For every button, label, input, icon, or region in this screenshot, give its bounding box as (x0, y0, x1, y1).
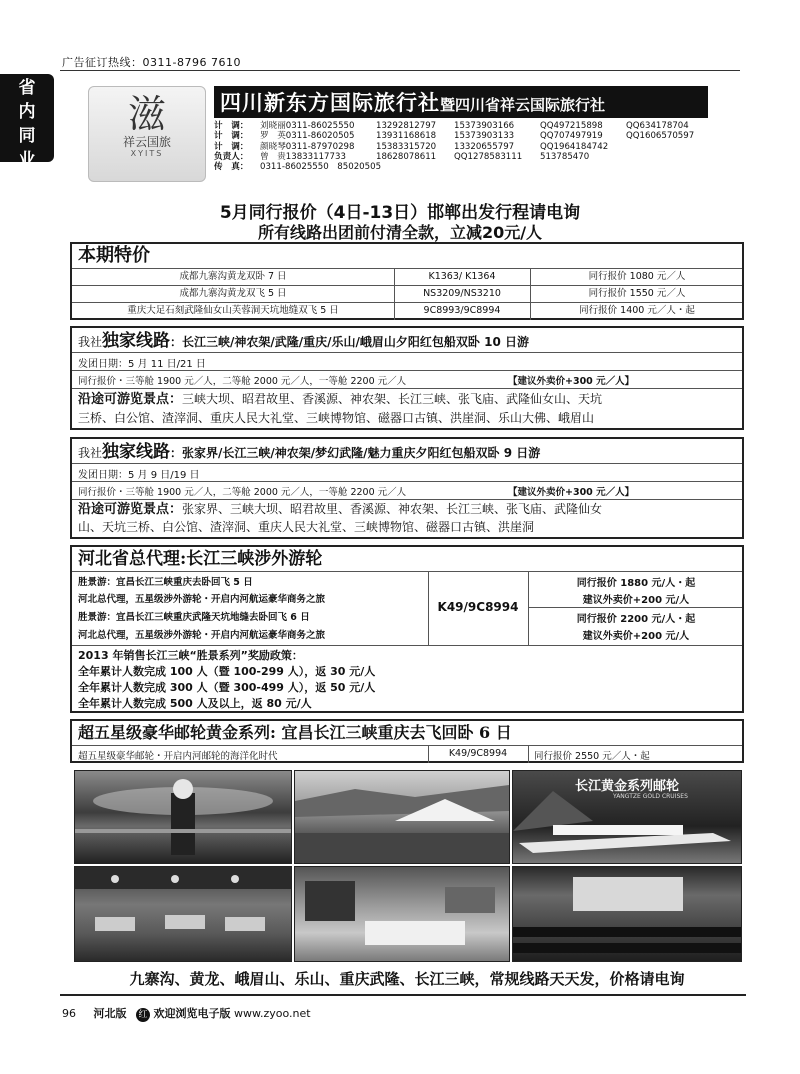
sights-label: 沿途可游览景点： (78, 502, 183, 517)
contact-phone: 颜晓琴0311-87970298 (260, 141, 355, 152)
header-rule (60, 70, 740, 71)
section-tab-char: 同 (18, 126, 36, 146)
contact-qq: QQ1964184742 (540, 141, 609, 152)
ad-en: YANGTZE GOLD CRUISES (613, 793, 688, 800)
luxury-price: 同行报价 2550 元／人・起 (534, 751, 650, 762)
policy-line: 全年累计人数完成 100 人（暨 100-299 人），返 30 元/人 (78, 665, 376, 678)
special-train: NS3209/NS3210 (423, 288, 501, 299)
exclusive-route-1 (70, 326, 744, 430)
agent-price: 同行报价 2200 元/人・起 (576, 614, 696, 625)
sights-label: 沿途可游览景点： (78, 392, 183, 407)
footer-rule (60, 994, 746, 996)
contact-mobile: 13292812797 (376, 121, 437, 131)
contact-label: 计 调： (214, 141, 249, 152)
peer-prices: 同行报价・三等舱 1900 元／人，二等舱 2000 元／人，一等舱 2200 元／人 (78, 376, 407, 387)
agent-flight: K49/9C8994 (437, 600, 519, 614)
contact-mobile: 15373903166 (454, 121, 515, 131)
photo-cruise-ship-ad (512, 770, 742, 864)
exclusive-route: ：长江三峡/神农架/武隆/重庆/乐山/峨眉山夕阳红包船双卧 10 日游 (170, 335, 529, 349)
contact-fax: 0311-86025550 85020505 (260, 162, 382, 173)
agent-suggest: 建议外卖价+200 元/人 (582, 595, 690, 606)
contact-qq: QQ497215898 (540, 121, 603, 131)
special-price: 同行报价 1550 元／人 (588, 288, 686, 299)
edition: 河北版 (93, 1007, 127, 1020)
special-train: K1363/ K1364 (428, 271, 496, 282)
ad-title: 长江黄金系列邮轮 (575, 779, 680, 794)
suggest-price: 【建议外卖价+300 元／人】 (508, 376, 635, 387)
site-link[interactable]: www.zyoo.net (234, 1007, 311, 1020)
contact-phone: 罗 英0311-86020505 (260, 131, 355, 142)
section-tab-char: 内 (18, 102, 36, 122)
exclusive-route: ：张家界/长江三峡/神农架/梦幻武隆/魅力重庆夕阳红包船双卧 9 日游 (170, 446, 541, 460)
contact-qq: QQ1606570597 (626, 131, 695, 142)
welcome-text: 欢迎浏览电子版 (153, 1007, 231, 1020)
contact-qq: 513785470 (540, 151, 590, 162)
photo-atrium (74, 770, 292, 864)
agent-line: 胜景游：宜昌长江三峡重庆武隆天坑地缝去卧回飞 6 日 (78, 612, 310, 623)
specials-section (70, 242, 744, 320)
peer-prices: 同行报价・三等舱 1900 元／人，二等舱 2000 元／人，一等舱 2200 元／人 (78, 487, 407, 498)
photo-theater (512, 866, 742, 962)
sights-text: 张家界、三峡大坝、昭君故里、香溪源、神农架、长江三峡、张飞庙、武隆仙女 (182, 502, 603, 516)
departure-dates: 发团日期：5 月 9 日/19 日 (78, 470, 200, 481)
agency-name: 四川新东方国际旅行社 (220, 91, 440, 115)
contact-label: 计 调： (214, 121, 249, 131)
exclusive-heading (78, 330, 529, 353)
photo-suite (294, 866, 510, 962)
contact-mobile: 13320655797 (454, 141, 515, 152)
contact-label: 传 真： (214, 162, 249, 173)
ad-hotline: 广告征订热线：0311-8796 7610 (62, 56, 241, 69)
contact-row (214, 152, 694, 162)
badge-icon: 红 (136, 1008, 150, 1022)
offer-subtitle: 所有线路出团前付清全款，立减20元/人 (257, 223, 543, 242)
sights-text: 三峡大坝、昭君故里、香溪源、神农架、长江三峡、张飞庙、武隆仙女山、天坑 (182, 392, 603, 406)
policy-title: 2013 年销售长江三峡“胜景系列”奖励政策： (78, 649, 303, 662)
page-footer (62, 1005, 311, 1022)
exclusive-route-2 (70, 437, 744, 539)
contact-label: 负责人： (214, 151, 249, 162)
special-route: 成都九寨沟黄龙双飞 5 日 (179, 288, 287, 299)
logo-name: 祥云国旅 (122, 135, 171, 149)
photo-restaurant (74, 866, 292, 962)
contact-mobile: 15383315720 (376, 141, 437, 152)
contact-qq: QQ1278583111 (454, 151, 523, 162)
agency-contacts (214, 121, 694, 172)
agency-subname: 暨四川省祥云国际旅行社 (440, 96, 606, 114)
contact-mobile: 13931168618 (376, 131, 437, 142)
agent-heading: 河北省总代理:长江三峡涉外游轮 (78, 549, 323, 569)
special-price: 同行报价 1080 元／人 (588, 271, 686, 282)
exclusive-prefix: 我社 (78, 335, 103, 349)
agent-line: 胜景游：宜昌长江三峡重庆去卧回飞 5 日 (78, 577, 253, 588)
special-route: 重庆大足石刻武隆仙女山芙蓉洞天坑地缝双飞 5 日 (127, 305, 339, 316)
logo-en: XYITS (130, 149, 164, 158)
luxury-flight: K49/9C8994 (448, 748, 508, 759)
contact-qq: QQ707497919 (540, 131, 603, 142)
agent-line: 河北总代理，五星级涉外游轮・开启内河航运豪华商务之旅 (78, 594, 326, 605)
section-tab (0, 74, 54, 170)
special-price: 同行报价 1400 元／人・起 (579, 305, 695, 316)
contact-qq: QQ634178704 (626, 121, 689, 131)
contact-mobile: 15373903133 (454, 131, 515, 142)
contact-phone: 曾 贵13833117733 (260, 151, 346, 162)
section-tab-char: 省 (18, 78, 36, 98)
contact-row (214, 162, 694, 172)
policy-line: 全年累计人数完成 500 人及以上，返 80 元/人 (78, 697, 312, 710)
page-number: 96 (62, 1007, 76, 1020)
luxury-cruise-section (70, 719, 744, 763)
contact-phone: 刘晓丽0311-86025550 (260, 121, 355, 131)
section-tab-char: 业 (18, 150, 36, 170)
departure-dates: 发团日期：5 月 11 日/21 日 (78, 359, 206, 370)
hebei-agent-section (70, 545, 744, 713)
agent-price: 同行报价 1880 元/人・起 (576, 578, 696, 589)
contact-label: 计 调： (214, 131, 249, 142)
agent-suggest: 建议外卖价+200 元/人 (582, 631, 690, 642)
agency-logo (88, 86, 206, 182)
offer-title: 5月同行报价（4日-13日）邯郸出发行程请电询 (219, 203, 581, 223)
specials-heading: 本期特价 (78, 245, 150, 266)
photo-deck (294, 770, 510, 864)
exclusive-label: 独家线路 (102, 331, 171, 351)
contact-row (214, 131, 694, 141)
agent-line: 河北总代理，五星级涉外游轮・开启内河航运豪华商务之旅 (78, 630, 326, 641)
contact-row (214, 142, 694, 152)
agency-banner (214, 86, 708, 118)
contact-mobile: 18628078611 (376, 151, 437, 162)
regular-routes: 九寨沟、黄龙、峨眉山、乐山、重庆武隆、长江三峡，常规线路天天发，价格请电询 (129, 970, 685, 988)
suggest-price: 【建议外卖价+300 元／人】 (508, 487, 635, 498)
sights-line (78, 501, 602, 518)
special-route: 成都九寨沟黄龙双卧 7 日 (179, 271, 287, 282)
special-train: 9C8993/9C8994 (423, 305, 501, 316)
luxury-tagline: 超五星级豪华邮轮・开启内河邮轮的海洋化时代 (78, 751, 278, 762)
exclusive-prefix: 我社 (78, 446, 103, 460)
sights-line (78, 391, 602, 408)
exclusive-label: 独家线路 (102, 442, 171, 462)
logo-mark: 滋 (127, 92, 166, 136)
sights-text: 三桥、白公馆、渣滓洞、重庆人民大礼堂、三峡博物馆、磁器口古镇、洪崖洞、乐山大佛、峨眉山 (78, 411, 595, 425)
contact-row (214, 121, 694, 131)
exclusive-heading (78, 441, 540, 464)
policy-line: 全年累计人数完成 300 人（暨 300-499 人），返 50 元/人 (78, 681, 376, 694)
sights-text: 山、天坑三桥、白公馆、渣滓洞、重庆人民大礼堂、三峡博物馆、磁器口古镇、洪崖洞 (78, 520, 535, 534)
luxury-heading: 超五星级豪华邮轮黄金系列: 宜昌长江三峡重庆去飞回卧 6 日 (78, 723, 512, 742)
